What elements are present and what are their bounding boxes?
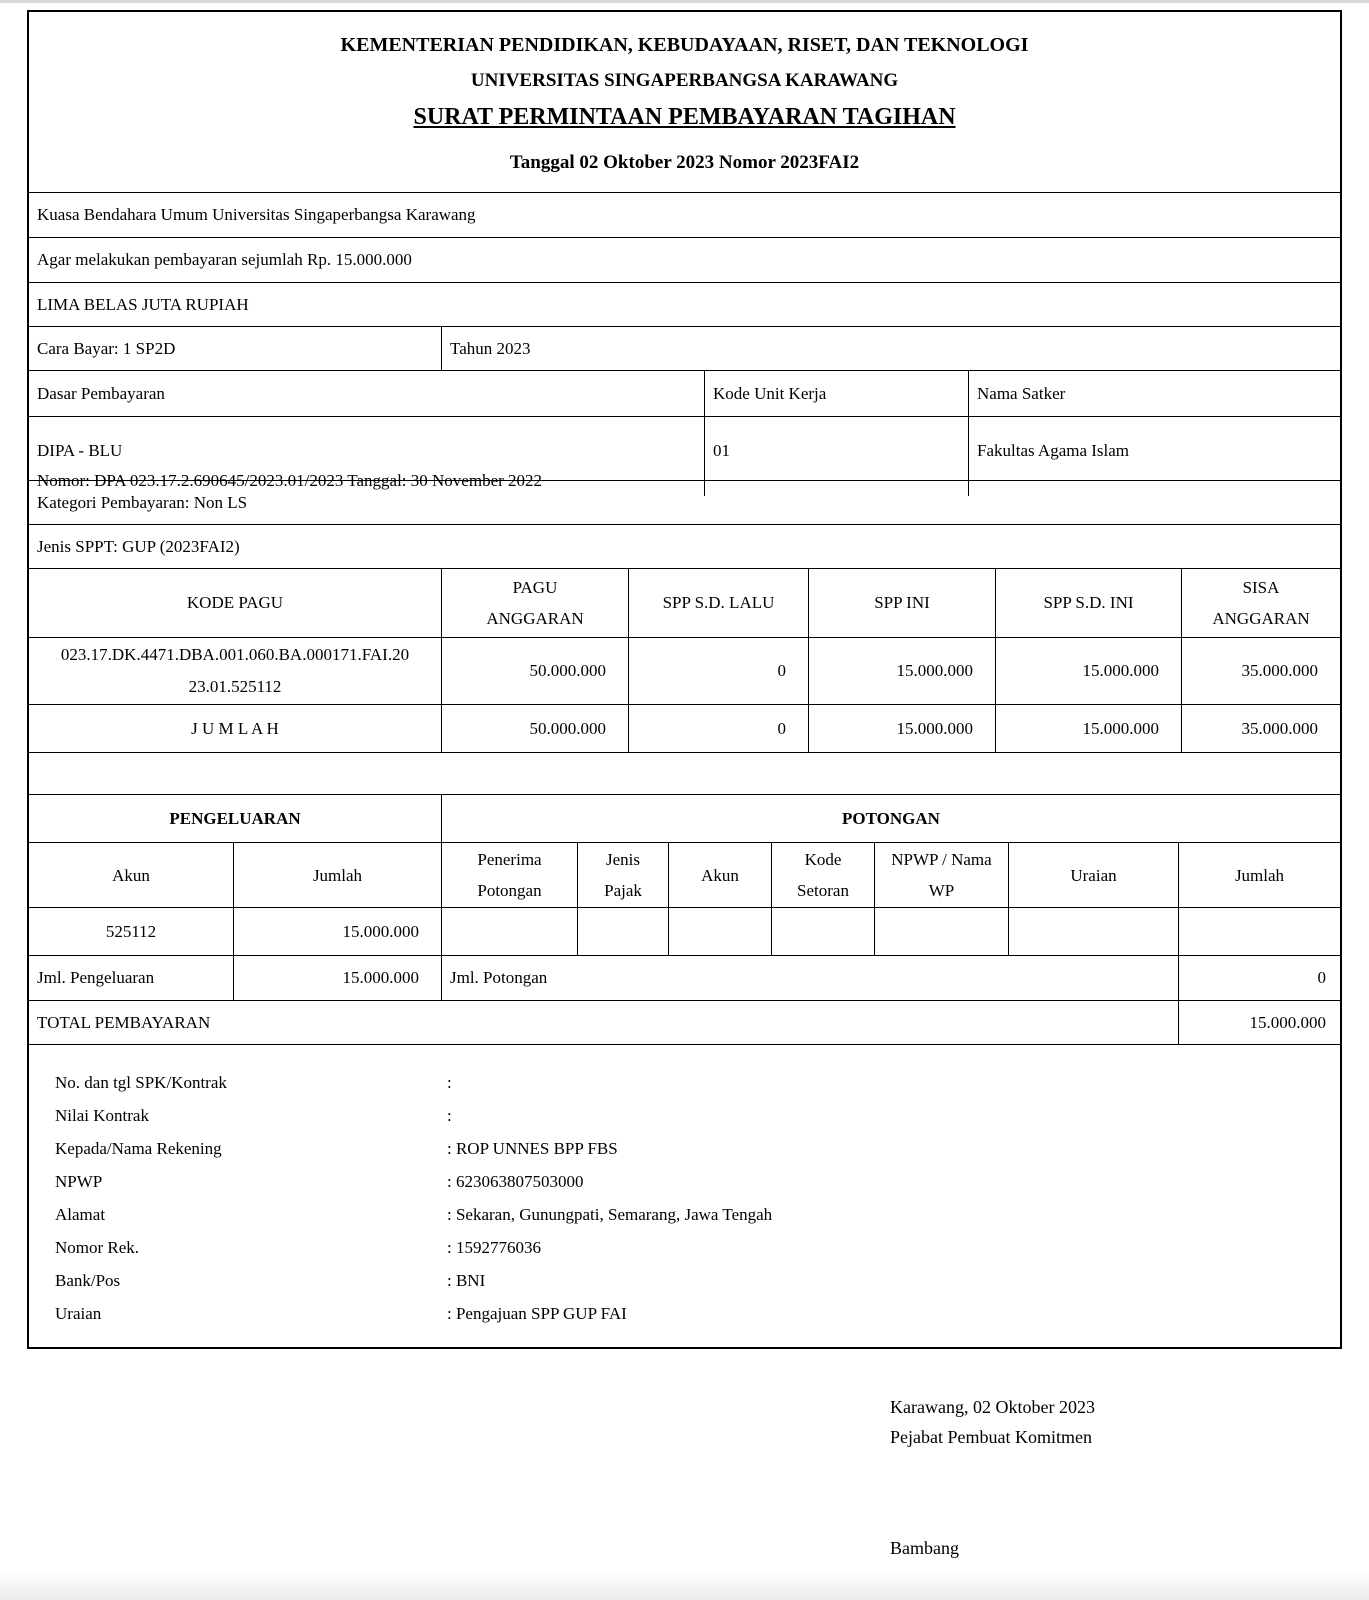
subcol-jenis-pajak: Jenis Pajak [577, 843, 668, 907]
detail-label: Alamat [55, 1205, 106, 1224]
jumlah-spp-sd-ini: 15.000.000 [995, 705, 1181, 752]
detail-label: Nomor Rek. [55, 1238, 140, 1257]
row-payment-instruction: Agar melakukan pembayaran sejumlah Rp. 15.000.000 [29, 237, 1340, 282]
spp-sd-ini-value: 15.000.000 [995, 638, 1181, 704]
col-header-spp-sd-lalu: SPP S.D. LALU [628, 569, 808, 637]
tahun-cell: Tahun 2023 [441, 327, 1340, 370]
dipa-nomor-line: Nomor: DPA 023.17.2.690645/2023.01/2023 Tanggal: 30 November 2022 [37, 471, 543, 490]
detail-label: Uraian [55, 1304, 102, 1323]
pagu-table-row [29, 637, 1340, 704]
spacer-row [29, 752, 1340, 794]
subtotal-row [29, 955, 1340, 1000]
detail-label: Kepada/Nama Rekening [55, 1139, 222, 1158]
row-dasar-values [29, 416, 1340, 490]
nama-satker-value: Fakultas Agama Islam [968, 417, 1340, 496]
col-header-spp-ini: SPP INI [808, 569, 995, 637]
page-bottom-edge [0, 1570, 1369, 1600]
subcol-jumlah-potongan: Jumlah [1178, 843, 1340, 907]
detail-row-uraian [55, 1297, 1340, 1330]
dasar-pembayaran-value [29, 417, 704, 496]
document-title: SURAT PERMINTAAN PEMBAYARAN TAGIHAN [413, 104, 956, 130]
detail-row-nilai-kontrak [55, 1099, 1340, 1132]
penerima-potongan-empty [441, 908, 577, 955]
expenditure-header-row [29, 794, 1340, 842]
signature-role: Pejabat Pembuat Komitmen [890, 1427, 1092, 1447]
recipient-details-block [29, 1044, 1340, 1347]
dasar-pembayaran-label: Dasar Pembayaran [37, 383, 165, 403]
detail-row-spk-kontrak [55, 1066, 1340, 1099]
jumlah-spp-sd-lalu: 0 [628, 705, 808, 752]
document-date-number: Tanggal 02 Oktober 2023 Nomor 2023FAI2 [509, 152, 860, 173]
detail-row-kepada-nama-rekening [55, 1132, 1340, 1165]
row-jenis-sppt: Jenis SPPT: GUP (2023FAI2) [29, 524, 1340, 568]
row-kuasa-bendahara: Kuasa Bendahara Umum Universitas Singaperbangsa Karawang [29, 192, 1340, 237]
akun-value: 525112 [105, 921, 157, 941]
signature-place-date: Karawang, 02 Oktober 2023 [890, 1397, 1095, 1417]
kode-unit-kerja-value: 01 [704, 417, 968, 496]
kode-unit-kerja-label: Kode Unit Kerja [704, 371, 968, 416]
sisa-anggaran-value: 35.000.000 [1181, 638, 1340, 704]
detail-value: : Sekaran, Gunungpati, Semarang, Jawa Tengah [447, 1205, 773, 1224]
jumlah-value: 15.000.000 [233, 908, 441, 955]
detail-label: Bank/Pos [55, 1271, 121, 1290]
detail-value: : 623063807503000 [447, 1172, 584, 1191]
university-name: UNIVERSITAS SINGAPERBANGSA KARAWANG [470, 70, 899, 91]
detail-row-bank-pos [55, 1264, 1340, 1297]
nama-satker-label: Nama Satker [968, 371, 1340, 416]
detail-value: : ROP UNNES BPP FBS [447, 1139, 618, 1158]
subcol-penerima-potongan: Penerima Potongan [441, 843, 577, 907]
detail-label: Nilai Kontrak [55, 1106, 149, 1125]
row-amount-in-words: LIMA BELAS JUTA RUPIAH [29, 282, 1340, 326]
jml-potongan-label: Jml. Potongan [441, 956, 1178, 1000]
total-payment-row [29, 1000, 1340, 1044]
jml-pengeluaran-value: 15.000.000 [233, 956, 441, 1000]
cara-bayar-cell: Cara Bayar: 1 SP2D [37, 338, 176, 358]
signature-block [890, 1392, 1095, 1593]
document-letterhead [29, 12, 1340, 192]
detail-label: No. dan tgl SPK/Kontrak [55, 1073, 227, 1092]
col-header-pagu-anggaran: PAGU ANGGARAN [441, 569, 628, 637]
jumlah-spp-ini: 15.000.000 [808, 705, 995, 752]
potongan-title: POTONGAN [441, 795, 1340, 842]
detail-value: : BNI [447, 1271, 486, 1290]
row-dasar-header [29, 370, 1340, 416]
detail-row-alamat [55, 1198, 1340, 1231]
pagu-anggaran-value: 50.000.000 [441, 638, 628, 704]
jml-potongan-value: 0 [1178, 956, 1340, 1000]
col-header-spp-sd-ini: SPP S.D. INI [995, 569, 1181, 637]
jumlah-potongan-empty [1178, 908, 1340, 955]
npwp-empty [874, 908, 1008, 955]
dipa-line: DIPA - BLU [37, 441, 123, 460]
jenis-pajak-empty [577, 908, 668, 955]
subcol-akun-potongan: Akun [668, 843, 771, 907]
expenditure-subheader-row [29, 842, 1340, 907]
detail-value: : [447, 1073, 452, 1092]
pengeluaran-title: PENGELUARAN [169, 808, 301, 828]
jumlah-sisa-anggaran: 35.000.000 [1181, 705, 1340, 752]
payment-request-document [27, 10, 1342, 1349]
spp-ini-value: 15.000.000 [808, 638, 995, 704]
signature-name: Bambang [890, 1538, 959, 1558]
col-header-sisa-anggaran: SISA ANGGARAN [1181, 569, 1340, 637]
detail-label: NPWP [55, 1172, 103, 1191]
total-pembayaran-label: TOTAL PEMBAYARAN [37, 1012, 211, 1032]
subcol-npwp-nama-wp: NPWP / Nama WP [874, 843, 1008, 907]
page-top-edge [0, 0, 1369, 3]
ministry-name: KEMENTERIAN PENDIDIKAN, KEBUDAYAAN, RISET, DAN TEKNOLOGI [340, 34, 1029, 56]
kode-setoran-empty [771, 908, 874, 955]
akun-potongan-empty [668, 908, 771, 955]
uraian-empty [1008, 908, 1178, 955]
detail-value: : [447, 1106, 452, 1125]
detail-value: : 1592776036 [447, 1238, 541, 1257]
expenditure-data-row [29, 907, 1340, 955]
subcol-jumlah-pengeluaran: Jumlah [233, 843, 441, 907]
pagu-table-jumlah-row [29, 704, 1340, 752]
kode-pagu-value: 023.17.DK.4471.DBA.001.060.BA.000171.FAI.2023.01.525112 [60, 645, 410, 696]
jumlah-pagu-anggaran: 50.000.000 [441, 705, 628, 752]
total-pembayaran-value: 15.000.000 [1178, 1001, 1340, 1044]
pagu-table-header [29, 568, 1340, 637]
row-kategori-pembayaran: Kategori Pembayaran: Non LS [29, 480, 1340, 524]
jml-pengeluaran-label: Jml. Pengeluaran [37, 968, 155, 987]
subcol-kode-setoran: Kode Setoran [771, 843, 874, 907]
subcol-uraian: Uraian [1008, 843, 1178, 907]
subcol-akun-pengeluaran: Akun [112, 865, 150, 885]
spp-sd-lalu-value: 0 [628, 638, 808, 704]
detail-row-npwp [55, 1165, 1340, 1198]
col-header-kode-pagu: KODE PAGU [186, 593, 284, 612]
detail-value: : Pengajuan SPP GUP FAI [447, 1304, 627, 1323]
detail-row-nomor-rek [55, 1231, 1340, 1264]
row-cara-bayar-tahun [29, 326, 1340, 370]
jumlah-label: J U M L A H [191, 718, 279, 738]
